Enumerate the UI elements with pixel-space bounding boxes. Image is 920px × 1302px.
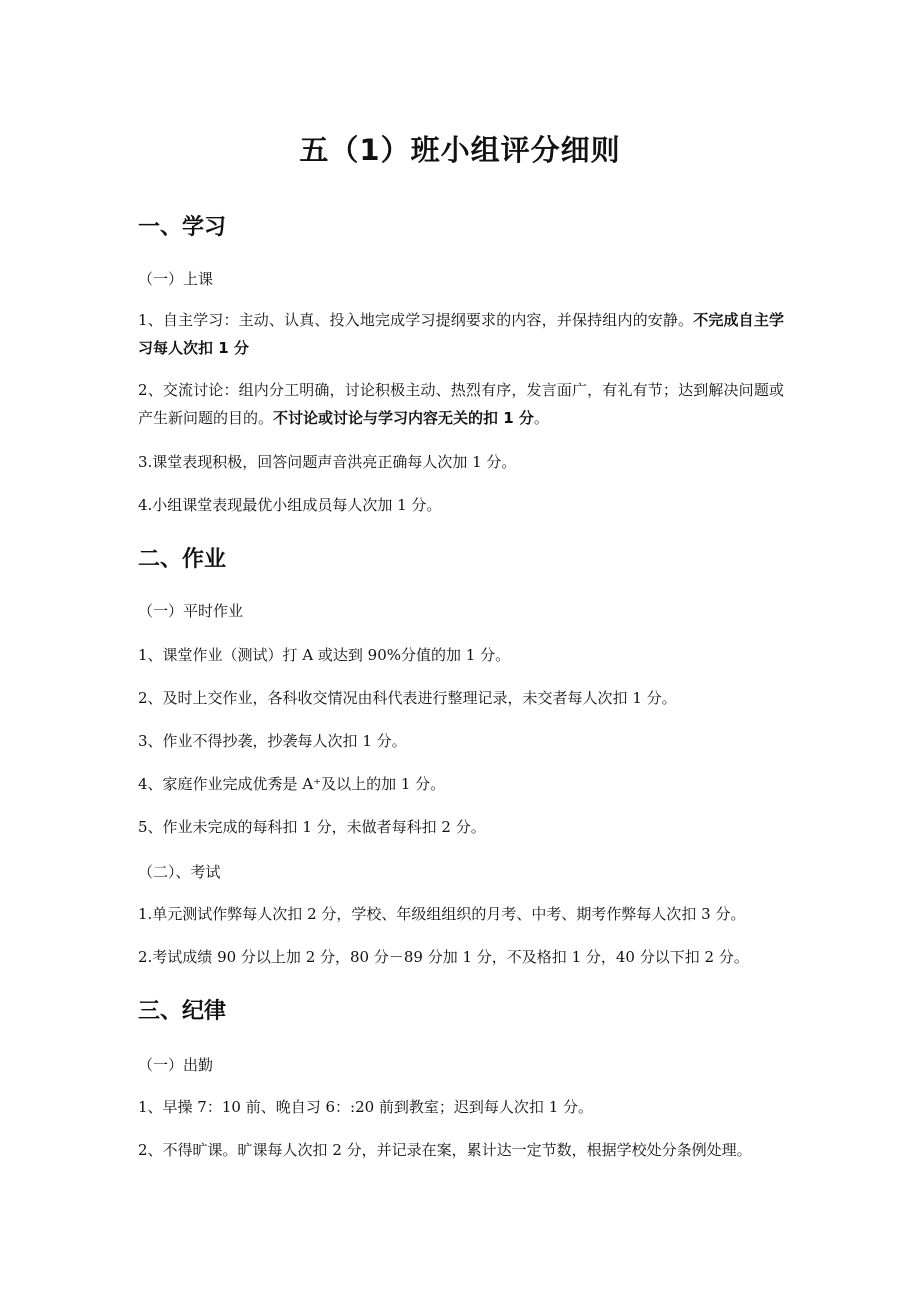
section-heading-study: 一、学习 — [138, 215, 227, 240]
rule-text: 1、自主学习：主动、认真、投入地完成学习提纲要求的内容，并保持组内的安静。 — [138, 311, 694, 329]
rule-item: 3、作业不得抄袭，抄袭每人次扣 1 分。 — [138, 732, 407, 750]
rule-item: 2.考试成绩 90 分以上加 2 分，80 分－89 分加 1 分，不及格扣 1 分，40 分以下扣 2 分。 — [138, 948, 749, 966]
rule-item: 4、家庭作业完成优秀是 A⁺及以上的加 1 分。 — [138, 775, 446, 793]
subsection-label-daily-homework: （一）平时作业 — [138, 602, 244, 620]
section-heading-discipline: 三、纪律 — [138, 999, 227, 1024]
section-heading-homework: 二、作业 — [138, 547, 227, 572]
rule-bold-text: 不完成自主学习每人次扣 1 分 — [138, 311, 784, 357]
document-title: 五（1）班小组评分细则 — [299, 133, 621, 167]
rule-item: 2、不得旷课。旷课每人次扣 2 分，并记录在案，累计达一定节数，根据学校处分条例处理。 — [138, 1141, 752, 1159]
rule-tail: 。 — [533, 409, 549, 427]
rule-text: 2、交流讨论：组内分工明确，讨论积极主动、热烈有序，发言面广，有礼有节；达到解决问题或产生新问题的目的。 — [138, 381, 784, 427]
rule-bold-text: 不讨论或讨论与学习内容无关的扣 1 分 — [273, 409, 534, 427]
rule-item: 3.课堂表现积极，回答问题声音洪亮正确每人次加 1 分。 — [138, 453, 517, 471]
rule-item: 5、作业未完成的每科扣 1 分，未做者每科扣 2 分。 — [138, 818, 486, 836]
subsection-label-exam: （二）、考试 — [138, 863, 221, 881]
rule-item: 1.单元测试作弊每人次扣 2 分，学校、年级组组织的月考、中考、期考作弊每人次扣 3 分。 — [138, 905, 746, 923]
rule-item: 1、课堂作业（测试）打 A 或达到 90%分值的加 1 分。 — [138, 646, 511, 664]
rule-item — [138, 306, 784, 362]
rule-item: 4.小组课堂表现最优小组成员每人次加 1 分。 — [138, 496, 442, 514]
rule-item: 2、及时上交作业，各科收交情况由科代表进行整理记录，未交者每人次扣 1 分。 — [138, 689, 677, 707]
subsection-label-class: （一）上课 — [138, 270, 214, 288]
rule-item — [138, 376, 784, 432]
subsection-label-attendance: （一）出勤 — [138, 1056, 214, 1074]
rule-item: 1、早操 7：10 前、晚自习 6：:20 前到教室；迟到每人次扣 1 分。 — [138, 1098, 594, 1116]
